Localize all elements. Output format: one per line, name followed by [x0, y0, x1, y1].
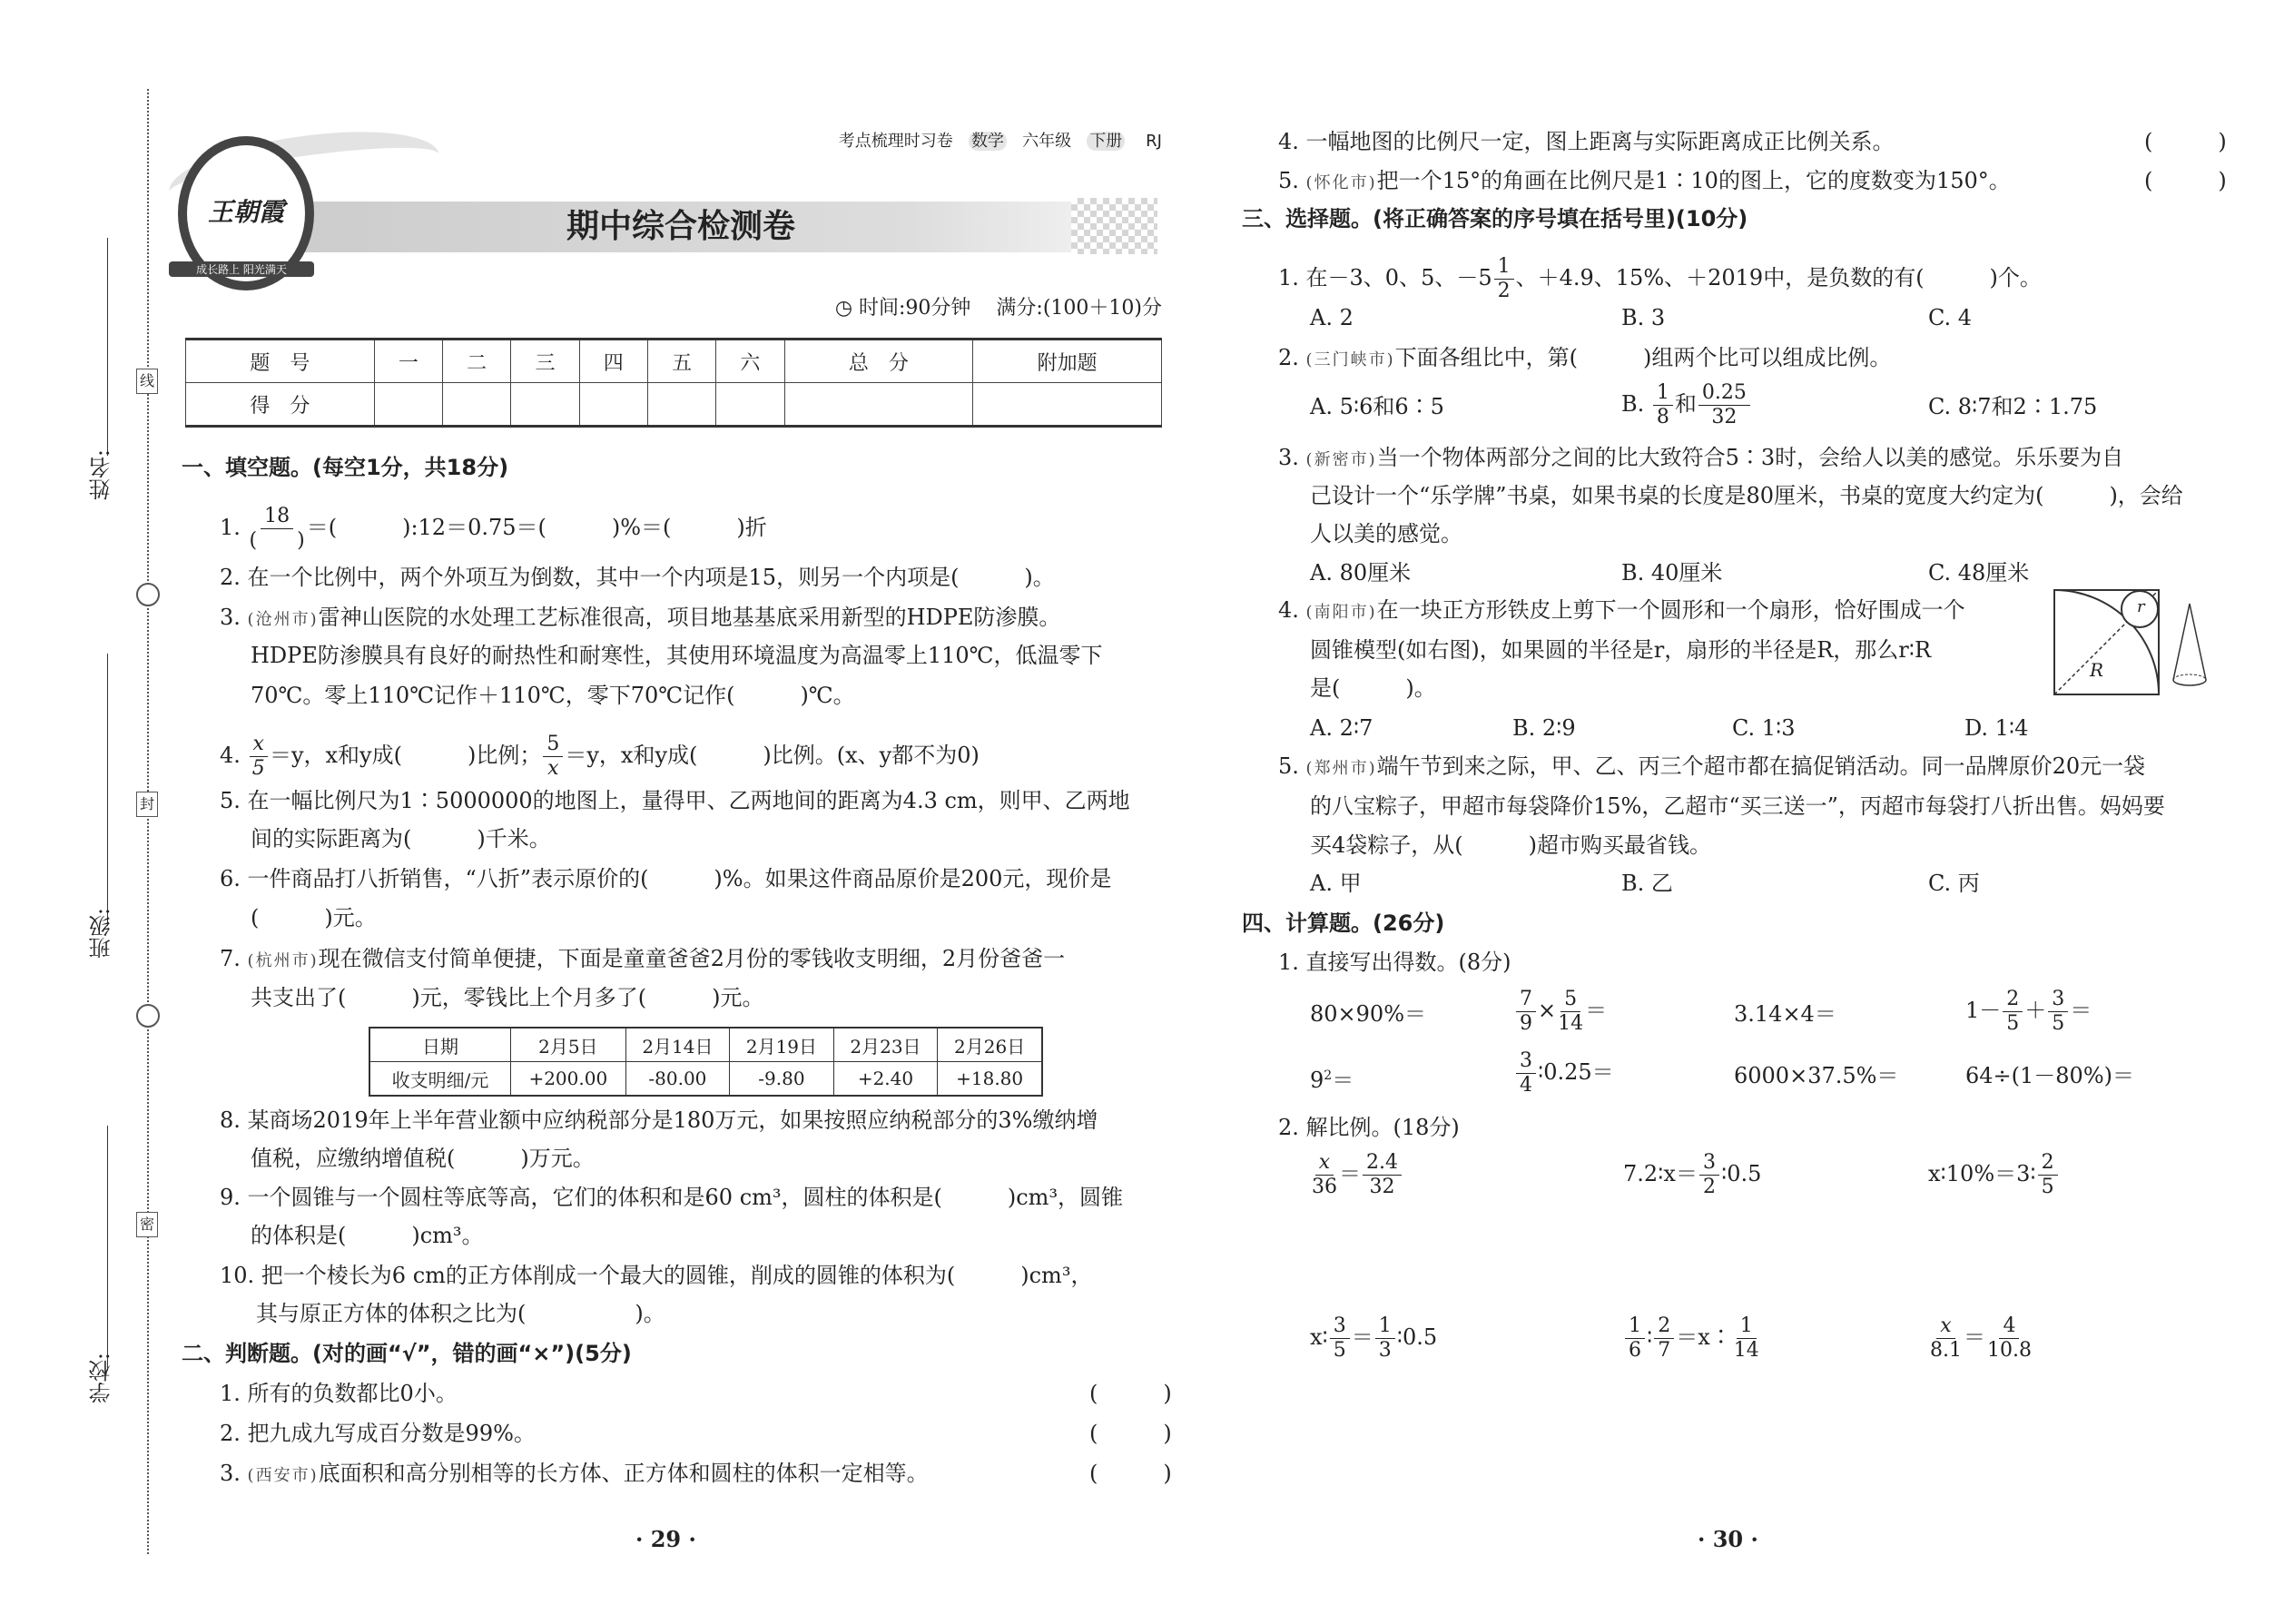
option-b[interactable]: B. 2∶9 — [1512, 715, 1576, 741]
cone-base — [2173, 674, 2206, 685]
operator: × — [1538, 998, 1557, 1023]
operator: ＝ — [2070, 998, 2092, 1023]
denominator: 5 — [2041, 1176, 2054, 1198]
fill-q5: 5. 在一幅比例尺为1∶5000000的地图上，量得甲、乙两地间的距离为4.3 cm，则甲、乙两地 — [220, 788, 1130, 813]
page-title: 期中综合检测卷 — [566, 208, 795, 245]
denominator: 14 — [1558, 1012, 1584, 1035]
detail-header-row — [369, 1028, 1042, 1062]
detail-header: 2月26日 — [938, 1028, 1042, 1062]
score-row — [186, 383, 1162, 427]
fraction — [543, 733, 563, 781]
score-table-header-row — [186, 340, 1162, 383]
option-d[interactable]: D. 1∶4 — [1964, 715, 2029, 741]
answer-paren[interactable]: ( ) — [1089, 1461, 1172, 1486]
denominator: x — [547, 757, 559, 780]
numerator: 1 — [1653, 381, 1673, 406]
q-text: x∶10%＝3∶ — [1928, 1161, 2036, 1186]
denominator: 8 — [1656, 406, 1669, 428]
fill-q7-line2: 共支出了( )元，零钱比上个月多了( )元。 — [251, 985, 764, 1010]
calc-expr-8: 64÷(1－80%)＝ — [1965, 1063, 2134, 1088]
fill-q6: 6. 一件商品打八折销售，“八折”表示原价的( )%。如果这件商品原价是200元，现价是 — [220, 866, 1112, 891]
wallet-detail-table — [369, 1027, 1043, 1097]
denominator: 10.8 — [1987, 1339, 2032, 1362]
option-c[interactable]: C. 丙 — [1928, 871, 1980, 896]
fill-q8: 8. 某商场2019年上半年营业额中应纳税部分是180万元，如果按照应纳税部分的3%缴纳增 — [220, 1107, 1098, 1133]
option-a[interactable]: A. 2 — [1310, 305, 1354, 330]
base: 9 — [1310, 1068, 1324, 1093]
denominator[interactable]: ( ) — [249, 529, 305, 552]
q-number: 3. — [220, 1461, 241, 1486]
q-text: ∶0.5 — [1720, 1161, 1762, 1186]
q-text: ∶0.5 — [1396, 1324, 1438, 1350]
answer-paren[interactable]: ( ) — [1089, 1381, 1172, 1406]
section-2-heading: 二、判断题。(对的画“√”，错的画“×”)(5分) — [182, 1341, 632, 1366]
proportion-3 — [1928, 1151, 2060, 1199]
choice-q5-line3: 买4袋粽子，从( )超市购买最省钱。 — [1310, 832, 1711, 858]
region-tag: (怀化市) — [1305, 173, 1377, 192]
score-cell[interactable] — [647, 383, 715, 427]
denominator: 32 — [1711, 406, 1738, 428]
denominator: 8.1 — [1930, 1339, 1962, 1362]
fraction — [2048, 988, 2068, 1036]
answer-paren[interactable]: ( ) — [2144, 168, 2227, 193]
section-3-heading: 三、选择题。(将正确答案的序号填在括号里)(10分) — [1242, 206, 1748, 231]
fraction — [1330, 1314, 1350, 1363]
class-underline[interactable] — [107, 654, 108, 926]
q-number: 5. — [1278, 168, 1299, 193]
numerator: 1 — [1494, 255, 1514, 280]
option-c[interactable]: C. 4 — [1928, 305, 1973, 330]
proportion-4 — [1310, 1314, 1437, 1363]
denominator: 3 — [1378, 1339, 1392, 1362]
fraction — [1625, 1314, 1645, 1363]
page-number-left: · 29 · — [635, 1526, 696, 1552]
q-text: 下面各组比中，第( )组两个比可以组成比例。 — [1394, 345, 1892, 370]
volume: 下册 — [1087, 132, 1125, 151]
calc-expr-2 — [1514, 988, 1607, 1036]
score-header: 三 — [511, 340, 579, 383]
grade: 六年级 — [1022, 132, 1072, 151]
fraction — [1654, 1314, 1674, 1363]
operator: ＝ — [1351, 1324, 1373, 1350]
operator: ＋ — [2024, 998, 2047, 1023]
option-text: 和 — [1674, 391, 1697, 417]
choice-q1 — [1278, 255, 2042, 303]
score-cell[interactable] — [511, 383, 579, 427]
option-a[interactable]: A. 80厘米 — [1310, 560, 1412, 586]
fraction — [1558, 988, 1583, 1036]
score-cell[interactable] — [579, 383, 647, 427]
school-underline[interactable] — [107, 1126, 108, 1371]
q-text: 底面积和高分别相等的长方体、正方体和圆柱的体积一定相等。 — [318, 1461, 929, 1486]
option-b[interactable]: B. 乙 — [1621, 871, 1673, 896]
numerator: 3 — [1516, 1049, 1536, 1074]
detail-header: 日期 — [369, 1028, 511, 1062]
denominator: 5 — [251, 757, 265, 780]
score-header: 二 — [443, 340, 511, 383]
q-number: 4. — [220, 743, 241, 768]
q-number: 4. — [1278, 597, 1299, 623]
answer-paren[interactable]: ( ) — [1089, 1421, 1172, 1446]
operator: ＝ — [1332, 1068, 1354, 1093]
proportion-6 — [1928, 1314, 2033, 1363]
series-info — [839, 127, 1162, 156]
numerator: 1 — [1625, 1314, 1645, 1339]
numerator: x — [250, 733, 268, 757]
q-text: 所有的负数都比0小。 — [247, 1381, 458, 1406]
fraction — [1375, 1314, 1395, 1363]
name-label: 姓名: — [89, 449, 114, 501]
class-label: 班级: — [89, 908, 114, 960]
q-text: 端午节到来之际，甲、乙、丙三个超市都在搞促销活动。同一品牌原价20元一袋 — [1376, 753, 2146, 779]
detail-value: -80.00 — [625, 1062, 730, 1097]
fraction — [250, 505, 305, 553]
q-number: 2. — [220, 1421, 241, 1446]
q-number: 3. — [1278, 445, 1299, 470]
logo-name: 王朝霞 — [207, 197, 284, 227]
fill-q4 — [220, 733, 980, 781]
option-c[interactable]: C. 48厘米 — [1928, 560, 2030, 586]
fill-q8-line2: 值税，应缴纳增值税( )万元。 — [251, 1146, 595, 1171]
choice-q3 — [1278, 443, 2123, 475]
binding-hole-icon — [136, 1004, 160, 1028]
choice-q3-line3: 人以美的感觉。 — [1310, 521, 1462, 546]
q-text: ＝( ):12＝0.75＝( )%＝( )折 — [306, 515, 767, 540]
score-table — [185, 338, 1162, 428]
fill-q3-line2: HDPE防渗膜具有良好的耐热性和耐寒性，其使用环境温度为高温零上110℃，低温零下 — [251, 643, 1103, 668]
judge-item-5 — [1278, 166, 2011, 198]
score-header: 附加题 — [973, 340, 1162, 383]
fill-q9-line2: 的体积是( )cm³。 — [251, 1223, 484, 1248]
fraction — [1699, 1151, 1719, 1199]
judge-item-1 — [220, 1379, 458, 1408]
q-number: 7. — [220, 946, 241, 971]
option-b[interactable]: B. 3 — [1621, 305, 1666, 330]
calc-expr-3: 3.14×4＝ — [1734, 1001, 1836, 1027]
binding-mark-xian: 线 — [136, 369, 158, 394]
region-tag: (三门峡市) — [1305, 350, 1395, 369]
fraction — [1930, 1314, 1962, 1363]
q-number: 1. — [220, 1381, 241, 1406]
numerator: 2 — [1654, 1314, 1674, 1339]
q-text: 1－ — [1965, 998, 2002, 1023]
numerator: 3 — [2048, 988, 2068, 1012]
denominator: 5 — [1333, 1339, 1346, 1362]
answer-paren[interactable]: ( ) — [2144, 129, 2227, 154]
fraction — [1653, 381, 1673, 429]
school-label: 学校: — [89, 1353, 114, 1404]
fill-q6-line2: ( )元。 — [251, 905, 377, 930]
option-c[interactable]: C. 8∶7和2∶1.75 — [1928, 394, 2098, 419]
score-cell[interactable] — [973, 383, 1162, 427]
score-cell[interactable] — [443, 383, 511, 427]
detail-value: +2.40 — [833, 1062, 938, 1097]
operator: ∶ — [1647, 1324, 1653, 1350]
numerator: 3 — [1699, 1151, 1719, 1176]
q-text: 在一块正方形铁皮上剪下一个圆形和一个扇形，恰好围成一个 — [1376, 597, 1965, 623]
q-text: ∶0.25＝ — [1538, 1059, 1614, 1085]
score-header: 一 — [374, 340, 442, 383]
checker-decoration — [1071, 198, 1157, 254]
fraction — [1698, 381, 1750, 429]
brand-logo — [178, 136, 314, 290]
score-cell[interactable] — [374, 383, 442, 427]
judge-item-2 — [220, 1419, 536, 1448]
numerator: 4 — [1999, 1314, 2019, 1339]
fraction — [250, 733, 268, 781]
detail-value: +18.80 — [938, 1062, 1042, 1097]
score-header: 总 分 — [784, 340, 973, 383]
region-tag: (杭州市) — [247, 951, 319, 970]
detail-value-row — [369, 1062, 1042, 1097]
q-text: 把九成九写成百分数是99%。 — [247, 1421, 536, 1446]
judge-item-3 — [220, 1459, 929, 1491]
detail-value: -9.80 — [730, 1062, 834, 1097]
score-header: 六 — [716, 340, 784, 383]
exam-meta — [835, 294, 1162, 323]
operator: ＝ — [1585, 998, 1608, 1023]
detail-header: 2月23日 — [833, 1028, 938, 1062]
numerator: 2 — [2038, 1151, 2058, 1176]
fraction — [1987, 1314, 2032, 1363]
q-text: ＝y，x和y成( )比例。(x、y都不为0) — [565, 743, 980, 768]
fill-q2: 2. 在一个比例中，两个外项互为倒数，其中一个内项是15，则另一个内项是( )。 — [220, 565, 1055, 590]
fill-q9: 9. 一个圆锥与一个圆柱等底等高，它们的体积和是60 cm³，圆柱的体积是( )cm³，圆锥 — [220, 1185, 1124, 1210]
fraction — [2038, 1151, 2058, 1199]
full-score: 满分:(100＋10)分 — [996, 297, 1162, 320]
option-a[interactable]: A. 5∶6和6∶5 — [1310, 394, 1444, 419]
q-text: 7.2∶x＝ — [1623, 1161, 1698, 1186]
q-text: ＝y，x和y成( )比例； — [269, 743, 542, 768]
denominator: 9 — [1520, 1012, 1532, 1035]
numerator: 2.4 — [1363, 1151, 1402, 1176]
fill-q1 — [220, 505, 767, 553]
proportion-5 — [1623, 1314, 1761, 1363]
region-tag: (沧州市) — [247, 610, 319, 629]
detail-value: +200.00 — [511, 1062, 626, 1097]
region-tag: (西安市) — [247, 1466, 319, 1485]
binding-dotted-line — [147, 89, 149, 1554]
numerator: 1 — [1375, 1314, 1395, 1339]
operator: ＝ — [1339, 1161, 1361, 1186]
denominator: 5 — [2006, 1012, 2020, 1035]
q-number: 1. — [220, 515, 241, 540]
choice-q4-line3: 是( )。 — [1310, 675, 1436, 701]
option-b[interactable] — [1621, 381, 1752, 429]
q-text: 、＋4.9、15%、＋2019中，是负数的有( )个。 — [1515, 265, 2042, 290]
q-number: 3. — [220, 605, 241, 630]
score-row-label: 得 分 — [186, 383, 375, 427]
fig-label-R: R — [2090, 659, 2104, 681]
choice-q5 — [1278, 752, 2145, 783]
calc-expr-4 — [1965, 988, 2092, 1036]
fraction — [1516, 1049, 1536, 1097]
fraction — [1494, 255, 1514, 303]
calc-expr-1: 80×90%＝ — [1310, 1001, 1426, 1027]
score-header: 四 — [579, 340, 647, 383]
q-text: ＝x∶ — [1676, 1324, 1732, 1350]
numerator: x — [1936, 1314, 1954, 1339]
calc-expr-6 — [1514, 1049, 1614, 1097]
denominator: 5 — [2052, 1012, 2065, 1035]
denominator: 32 — [1369, 1176, 1395, 1198]
denominator: 36 — [1312, 1176, 1337, 1198]
judge-item-4 — [1278, 127, 1895, 156]
edition: RJ — [1146, 132, 1162, 151]
choice-q4-line2: 圆锥模型(如右图)，如果圆的半径是r，扇形的半径是R，那么r∶R — [1310, 637, 1932, 663]
fraction — [2003, 988, 2023, 1036]
choice-q2 — [1278, 343, 1891, 375]
denominator: 6 — [1629, 1339, 1641, 1362]
calc-expr-5 — [1310, 1061, 1354, 1095]
page-number-right: · 30 · — [1698, 1526, 1758, 1552]
numerator: x — [1315, 1151, 1334, 1176]
section-4-heading: 四、计算题。(26分) — [1242, 910, 1445, 936]
q-text: 一幅地图的比例尺一定，图上距离与实际距离成正比例关系。 — [1305, 129, 1895, 154]
series-name: 考点梳理时习卷 — [838, 132, 953, 151]
score-cell[interactable] — [716, 383, 784, 427]
numerator: 2 — [2003, 988, 2023, 1012]
fraction — [1734, 1314, 1759, 1363]
time-limit: 时间:90分钟 — [859, 297, 971, 320]
numerator: 3 — [1330, 1314, 1350, 1339]
numerator: 5 — [543, 733, 563, 757]
region-tag: (南阳市) — [1305, 603, 1377, 622]
binding-mark-mi: 密 — [136, 1212, 158, 1237]
score-header: 题 号 — [186, 340, 375, 383]
calc-expr-7: 6000×37.5%＝ — [1734, 1063, 1899, 1088]
denominator: 14 — [1733, 1339, 1759, 1362]
denominator: 4 — [1520, 1074, 1532, 1097]
q-text: 雷神山医院的水处理工艺标准很高，项目地基基底采用新型的HDPE防渗膜。 — [318, 605, 1061, 630]
denominator: 2 — [1497, 280, 1511, 302]
calc-subheading: 1. 直接写出得数。(8分) — [1278, 950, 1511, 975]
q-number: 4. — [1278, 129, 1299, 154]
binding-mark-feng: 封 — [136, 792, 158, 817]
fraction — [1363, 1151, 1402, 1199]
fill-q10: 10. 把一个棱长为6 cm的正方体削成一个最大的圆锥，削成的圆锥的体积为( )cm³， — [220, 1263, 1093, 1288]
score-cell[interactable] — [784, 383, 973, 427]
detail-header: 2月19日 — [730, 1028, 834, 1062]
choice-q3-line2: 己设计一个“乐学牌”书桌，如果书桌的长度是80厘米，书桌的宽度大约定为( )，会给 — [1310, 483, 2183, 508]
option-c[interactable]: C. 1∶3 — [1732, 715, 1796, 741]
q-number: 2. — [1278, 345, 1299, 370]
fill-q3 — [220, 603, 1060, 635]
proportion-1 — [1310, 1151, 1403, 1199]
region-tag: (郑州市) — [1305, 759, 1377, 778]
score-header: 五 — [647, 340, 715, 383]
fill-q10-line2: 其与原正方体的体积之比为( )。 — [256, 1301, 665, 1326]
name-underline[interactable] — [107, 238, 108, 456]
solve-subheading: 2. 解比例。(18分) — [1278, 1115, 1460, 1140]
fill-q3-line3: 70℃。零上110℃记作＋110℃，零下70℃记作( )℃。 — [251, 683, 855, 708]
binding-hole-icon — [136, 583, 160, 606]
option-b[interactable]: B. 40厘米 — [1621, 560, 1723, 586]
q-text: 当一个物体两部分之间的比大致符合5∶3时，会给人以美的感觉。乐乐要为自 — [1376, 445, 2124, 470]
q-text: 把一个15°的角画在比例尺是1∶10的图上，它的度数变为150°。 — [1376, 168, 2011, 193]
region-tag: (新密市) — [1305, 450, 1377, 469]
q-text: 1. 在－3、0、5、－5 — [1278, 265, 1492, 290]
detail-header: 2月14日 — [625, 1028, 730, 1062]
cone-shape — [2173, 604, 2206, 685]
option-label: B. — [1621, 391, 1645, 417]
option-a[interactable]: A. 2∶7 — [1310, 715, 1373, 741]
denominator: 2 — [1702, 1176, 1716, 1198]
numerator: 1 — [1737, 1314, 1757, 1339]
choice-q4 — [1278, 595, 1965, 627]
logo-slogan: 成长路上 阳光满天 — [169, 261, 314, 277]
detail-row-label: 收支明细/元 — [369, 1062, 511, 1097]
numerator: 18 — [261, 505, 293, 529]
numerator: 7 — [1516, 988, 1536, 1012]
subject: 数学 — [969, 132, 1007, 151]
choice-q5-line2: 的八宝粽子，甲超市每袋降价15%，乙超市“买三送一”，丙超市每袋打八折出售。妈妈要 — [1310, 793, 2165, 819]
q-text: 现在微信支付简单便捷，下面是童童爸爸2月份的零钱收支明细，2月份爸爸一 — [318, 946, 1066, 971]
exponent: 2 — [1324, 1068, 1333, 1083]
clock-icon: ◷ — [834, 297, 853, 320]
numerator: 5 — [1561, 988, 1580, 1012]
section-1-heading: 一、填空题。(每空1分，共18分) — [182, 455, 509, 480]
fraction — [1312, 1151, 1337, 1199]
detail-header: 2月5日 — [511, 1028, 626, 1062]
proportion-2 — [1623, 1151, 1761, 1199]
q-text: x∶ — [1310, 1324, 1328, 1350]
denominator: 7 — [1658, 1339, 1671, 1362]
option-a[interactable]: A. 甲 — [1310, 871, 1362, 896]
fill-q5-line2: 间的实际距离为( )千米。 — [251, 826, 551, 851]
numerator: 0.25 — [1698, 381, 1750, 406]
fig-label-r: r — [2137, 597, 2145, 616]
q-number: 5. — [1278, 753, 1299, 779]
operator: ＝ — [1964, 1324, 1985, 1350]
fill-q7 — [220, 944, 1065, 976]
fraction — [1516, 988, 1536, 1036]
